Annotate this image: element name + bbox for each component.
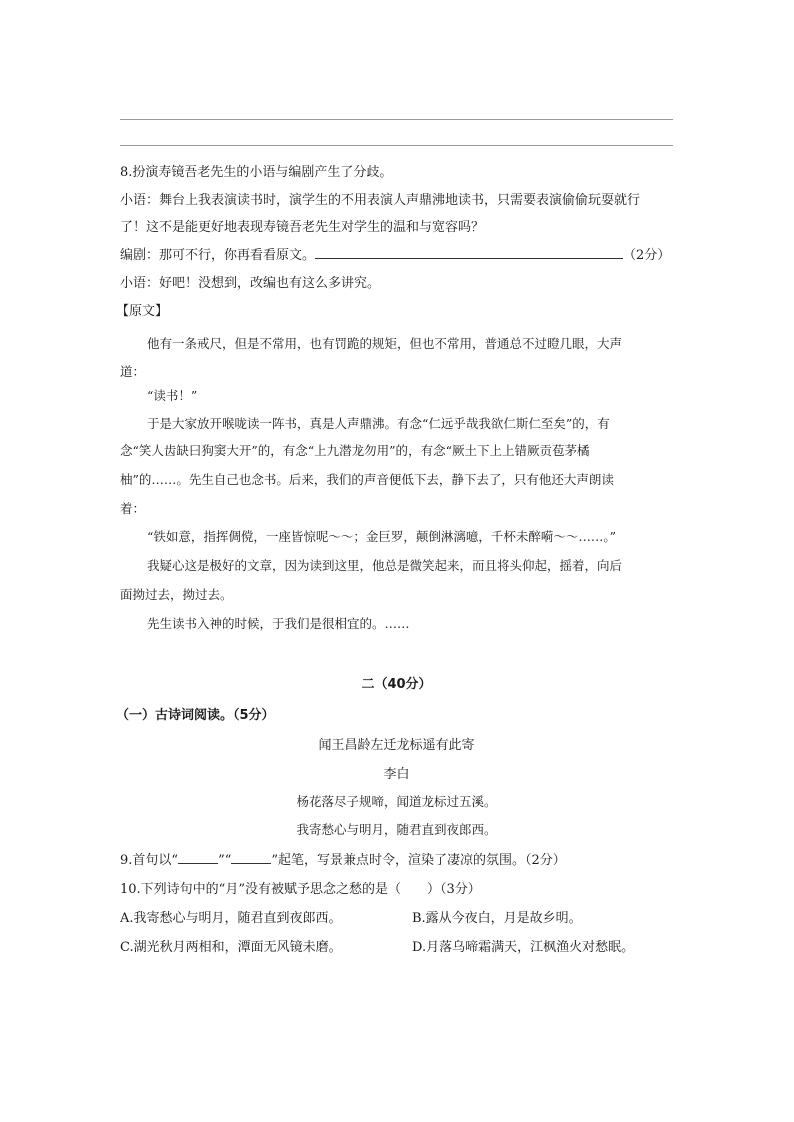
option-a[interactable]: A.我寄愁心与明月，随君直到夜郎西。 [120,911,342,926]
original-heading: 【原文】 [116,304,169,319]
q9-text: ”起笔，写景兼点时令，渲染了凄凉的氛围。（2分） [271,853,566,868]
question-10: 10.下列诗句中的“月”没有被赋予思念之愁的是（ ）（3分） [120,882,481,897]
editor-text: 编剧：那可不行，你再看看原文。 [120,248,316,263]
part-heading: 二（40分） [361,677,432,692]
original-paragraph: 他有一条戒尺，但是不常用，也有罚跪的规矩，但也不常用，普通总不过瞪几眼，大声 [147,336,623,351]
option-b[interactable]: B.露从今夜白，月是故乡明。 [412,911,582,926]
poem-title: 闻王昌龄左迁龙标遥有此寄 [318,738,475,753]
q9-text: 9.首句以“ [120,853,179,868]
answer-line [120,119,673,120]
poem-line: 杨花落尽子规啼，闻道龙标过五溪。 [296,794,497,809]
original-paragraph: 着： [120,501,146,516]
answer-line [120,145,673,146]
q9-text: ”“ [218,853,232,868]
xiaoyu-line: 了！这不是能更好地表现寿镜吾老先生对学生的温和与宽容吗？ [120,220,485,235]
answer-blank[interactable] [315,246,623,259]
poem-author: 李白 [383,767,410,782]
xiaoyu-line: 小语：好吧！没想到，改编也有这么多讲究。 [120,276,381,291]
poem-line: 我寄愁心与明月，随君直到夜郎西。 [296,822,497,837]
original-paragraph: “铁如意，指挥倜傥，一座皆惊呢～～；金巨罗，颠倒淋漓噫，千杯未醉嗬～～……。” [147,529,617,544]
question-9 [120,849,566,868]
option-d[interactable]: D.月落乌啼霜满天，江枫渔火对愁眠。 [412,940,635,955]
original-paragraph: 先生读书入神的时候，于我们是很相宜的。…… [147,616,410,631]
original-paragraph: 道： [120,364,146,379]
original-paragraph: “读书！” [147,388,198,403]
editor-line [120,244,670,263]
option-c[interactable]: C.湖光秋月两相和，潭面无风镜未磨。 [120,940,342,955]
xiaoyu-line: 小语：舞台上我表演读书时，演学生的不用表演人声鼎沸地读书，只需要表演偷偷玩耍就行 [120,193,641,208]
original-paragraph: 柚”的……。先生自己也念书。后来，我们的声音便低下去，静下去了，只有他还大声朗读 [120,472,614,487]
section-heading: （一）古诗词阅读。（5分） [116,708,275,723]
original-paragraph: 于是大家放开喉咙读一阵书，真是人声鼎沸。有念“仁远乎哉我欲仁斯仁至矣”的，有 [147,416,610,431]
original-paragraph: 念“笑人齿缺曰狗窦大开”的，有念“上九潜龙勿用”的，有念“厥土下上上错厥贡苞茅橘 [120,443,590,458]
answer-blank[interactable] [178,851,218,864]
answer-blank[interactable] [231,851,271,864]
score: （2分） [623,248,671,263]
question-8: 8.扮演寿镜吾老先生的小语与编剧产生了分歧。 [120,165,393,180]
original-paragraph: 我疑心这是极好的文章，因为读到这里，他总是微笑起来，而且将头仰起，摇着，向后 [147,558,623,573]
original-paragraph: 面拗过去，拗过去。 [120,587,233,602]
